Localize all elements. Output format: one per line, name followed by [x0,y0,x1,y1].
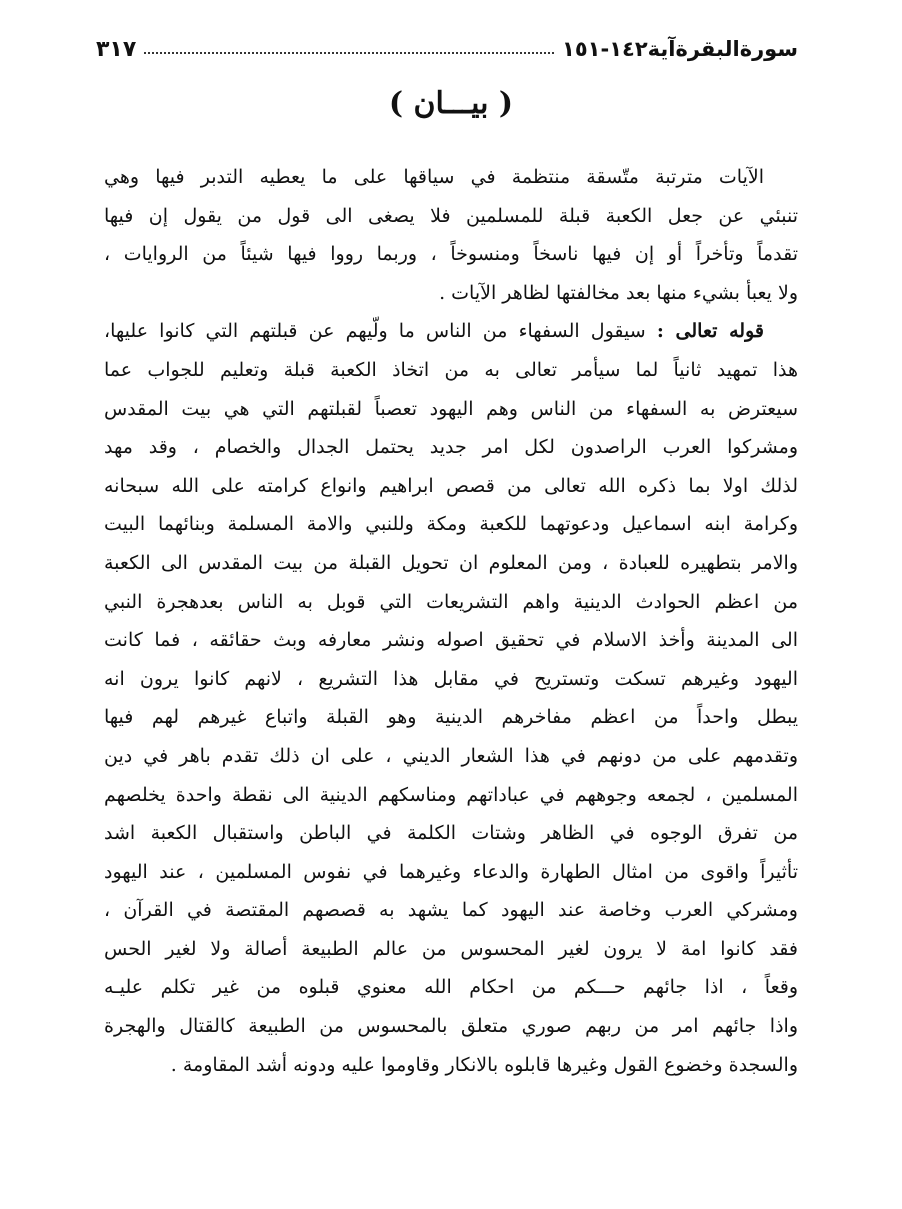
paragraph-intro [104,158,798,312]
text-line: وقعاً ، اذا جائهم حـــكم من احكام الله معنوي قبلوه من غير تكلم عليـه [104,976,798,999]
text-line: ومشركوا العرب الراصدون لكل امر جديد يحتمل الجدال والخصام ، وقد مهد [104,436,798,459]
page-number: ٣١٧ [96,36,137,62]
text-line [104,312,798,351]
text-line: من تفرق الوجوه في الظاهر وشتات الكلمة في الباطن واستقبال الكعبة اشد [104,822,798,845]
verse-quote: سيقول السفهاء من الناس ما ولّيهم عن قبلتهم التي كانوا عليها، [104,320,646,343]
text-line: تأثيراً واقوى من امثال الطهارة والدعاء وغيرهما في نفوس المسلمين ، عند اليهود [104,860,798,883]
text-line: يبطل واحداً من اعظم مفاخرهم الدينية وهو القبلة واتباع غيرهم لهم فيها [104,706,798,729]
text-body [104,158,798,1084]
text-line: الى المدينة وأخذ الاسلام في تحقيق اصوله ونشر معارفه وبث حقائقه ، فما كانت [104,629,798,652]
text-line: والسجدة وخضوع القول وغيرها قابلوه بالانكار وقاوموا عليه ودونه أشد المقاومة . [170,1053,798,1076]
text-line: ومشركي العرب وخاصة عند اليهود كما يشهد به قصصهم المقتصة في القرآن ، [104,899,798,922]
text-line: اليهود وغيرهم تسكت وتستريح في مقابل هذا التشريع ، لانهم كانوا يرون انه [104,667,798,690]
text-line: سيعترض به السفهاء من الناس وهم اليهود تعصباً لقبلتهم التي هي بيت المقدس [104,397,798,420]
section-title: ( بيـــان ) [388,86,514,121]
running-header [96,34,798,64]
text-line: واذا جائهم امر من ربهم صوري متعلق بالمحسوس من الطبيعة كالقتال والهجرة [104,1015,798,1038]
text-line: والامر بتطهيره للعبادة ، ومن المعلوم ان تحويل القبلة من بيت المقدس الى الكعبة [104,551,798,574]
text-line: تنبئي عن جعل الكعبة قبلة للمسلمين فلا يصغى الى قول من يقول إن فيها [104,204,798,227]
paragraph-commentary [104,312,798,1084]
text-line: فقد كانوا امة لا يرون لغير المحسوس من عالم الطبيعة أصالة ولا لغير الحس [104,937,798,960]
header-dot-leader [144,52,554,54]
text-line: هذا تمهيد ثانياً لما سيأمر تعالى به من اتخاذ الكعبة قبلة وتعليم للجواب عما [104,358,798,381]
text-line: الآيات مترتبة متّسقة منتظمة في سياقها على ما يعطيه التدبر فيها وهي [104,166,764,188]
text-line: ولا يعبأ بشيء منها بعد مخالفتها لظاهر الآيات . [439,281,798,304]
text-line: تقدماً وتأخراً أو إن فيها ناسخاً ومنسوخاً ، وربما رووا فيها شيئاً من الروايات ، [104,243,798,266]
verse-lead: قوله تعالى : [656,320,764,343]
text-line: وكرامة ابنه اسماعيل ودعوتهما للكعبة ومكة وللنبي والامة المسلمة وبنائهما البيت [104,513,798,536]
text-line: المسلمين ، لجمعه وجوههم في عباداتهم ومناسكهم الدينية الى نقطة واحدة يخلصهم [104,783,798,806]
text-line: لذلك اولا بما ذكره الله تعالى من قصص ابراهيم وانواع كرامته على الله سبحانه [104,474,798,497]
text-line: وتقدمهم على من دونهم في هذا الشعار الديني ، على ان ذلك تقدم باهر في دين [104,744,798,767]
header-title: سورةالبقرةآية١٤٢-١٥١ [562,37,798,61]
text-line: من اعظم الحوادث الدينية واهم التشريعات التي قوبل به الناس بعدهجرة النبي [104,590,798,613]
